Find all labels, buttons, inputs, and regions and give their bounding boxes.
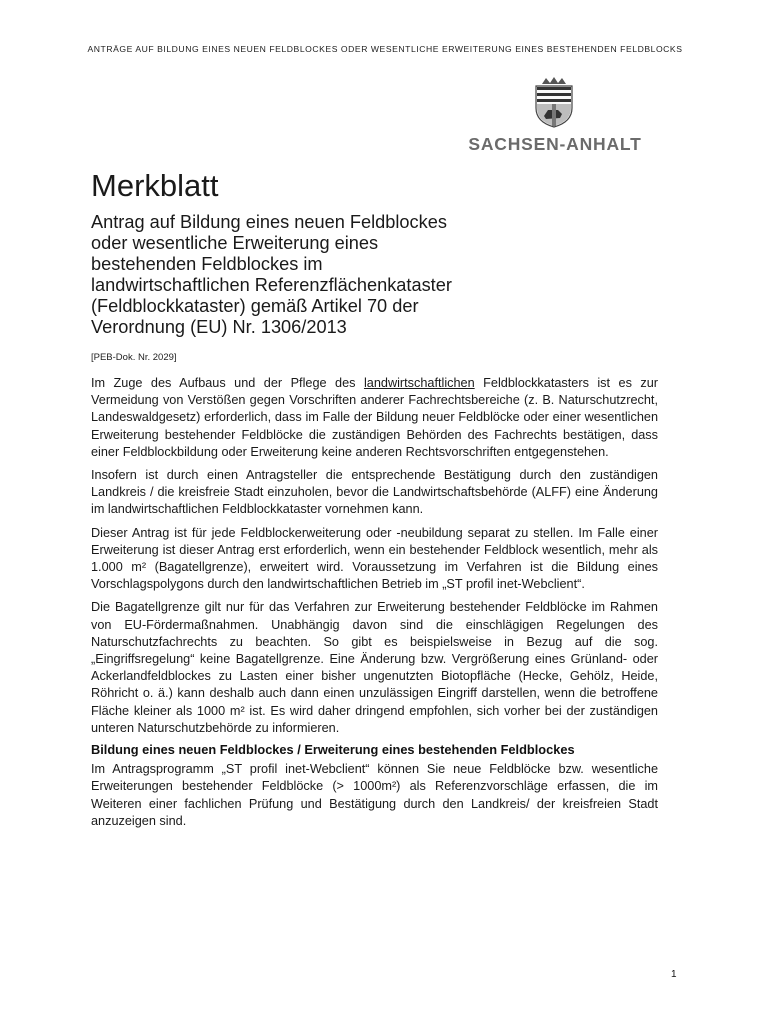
document-subtitle — [91, 212, 658, 338]
paragraph-intro — [91, 375, 658, 461]
subtitle-line: oder wesentliche Erweiterung eines — [91, 233, 379, 253]
document-reference: [PEB-Dok. Nr. 2029] — [91, 352, 177, 363]
paragraph-webclient: Im Antragsprogramm „ST profil inet-Webclient“ können Sie neue Feldblöcke bzw. wesentliche Erweiterungen bestehender Feldblöcke (> 1000m²) als Referenzvorschläge erfassen, die im Weiteren einer fachlichen Prüfung und Bestätigung durch den Landkreis/ der kreisfreien Stadt anzuzeigen sind. — [91, 762, 658, 828]
logo-wordmark: SACHSEN-ANHALT — [468, 134, 642, 154]
page-number: 1 — [671, 969, 677, 980]
subtitle-line: Verordnung (EU) Nr. 1306/2013 — [91, 317, 347, 337]
paragraph-application: Dieser Antrag ist für jede Feldblockerweiterung oder -neubildung separat zu stellen. Im Falle einer Erweiterung ist dieser Antrag erst erforderlich, wenn ein bestehender Feldblock wesentlich, mehr als 1.000 m² (Bagatellgrenze), erweitert wird. Voraussetzung im Verfahren ist die Bildung eines Vorschlagspolygons durch den landwirtschaftlichen Betrieb im „ST profil inet-Webclient“. — [91, 525, 658, 592]
paragraph-bagatellgrenze: Die Bagatellgrenze gilt nur für das Verfahren zur Erweiterung bestehender Feldblöcke im Rahmen von EU-Fördermaßnahmen. Unabhängig davon sind die einschlägigen Regelungen des Naturschutzfachrechts zu beachten. So gibt es beispielsweise in Bezug auf die sog. „Eingriffsregelung“ keine Bagatellgrenze. Eine Änderung bzw. Vergrößerung eines Grünland- oder Ackerlandfeldblockes zu Lasten einer bisher ungenutzten Biotopfläche (Hecke, Gehölz, Heide, Röhricht o. ä.) kann deshalb auch dann einen unzulässigen Eingriff darstellen, wenn die betroffene Fläche kleiner als 1000 m² ist. Es wird daher dringend empfohlen, sich vorher bei der zuständigen unteren Naturschutzbehörde zu informieren. — [91, 600, 658, 735]
coat-of-arms-icon — [522, 76, 586, 128]
paragraph-intro-start: Im Zuge des Aufbaus und der Pflege des — [91, 376, 364, 390]
paragraph-confirmation: Insofern ist durch einen Antragsteller die entsprechende Bestätigung durch den zuständigen Landkreis / die kreisfreie Stadt einzuholen, bevor die Landwirtschaftsbehörde (ALFF) eine Änderung im landwirtschaftlichen Feldblockkataster vornehmen kann. — [91, 468, 658, 517]
subtitle-line: Antrag auf Bildung eines neuen Feldblockes — [91, 212, 447, 232]
page-title: Merkblatt — [91, 168, 219, 203]
sachsen-anhalt-logo — [460, 76, 650, 156]
subtitle-line: bestehenden Feldblockes im — [91, 254, 323, 274]
document-body — [91, 168, 658, 830]
running-header: ANTRÄGE AUF BILDUNG EINES NEUEN FELDBLOCKES ODER WESENTLICHE ERWEITERUNG EINES BESTEHENDEN FELDBLOCKS — [87, 44, 683, 54]
subtitle-line: landwirtschaftlichen Referenzflächenkataster — [91, 275, 452, 295]
underlined-term: landwirtschaftlichen — [363, 376, 475, 390]
paragraph-intro-rest: Feldblockkatasters ist es zur Vermeidung von Verstößen gegen Vorschriften anderer Fachrechtsbereiche (z. B. Naturschutzrecht, Landeswaldgesetz) erforderlich, dass im Falle der Bildung neuer Feldblöcke oder einer wesentlichen Erweiterung bestehender Feldblöcke die zuständigen Behörden des Fachrechts bestätigen, dass einer Feldblockbildung oder Erweiterung keine anderen Rechtsvorschriften entgegenstehen. — [91, 376, 658, 459]
subtitle-line: (Feldblockkataster) gemäß Artikel 70 der — [91, 296, 419, 316]
section-heading: Bildung eines neuen Feldblockes / Erweiterung eines bestehenden Feldblockes — [91, 742, 575, 758]
